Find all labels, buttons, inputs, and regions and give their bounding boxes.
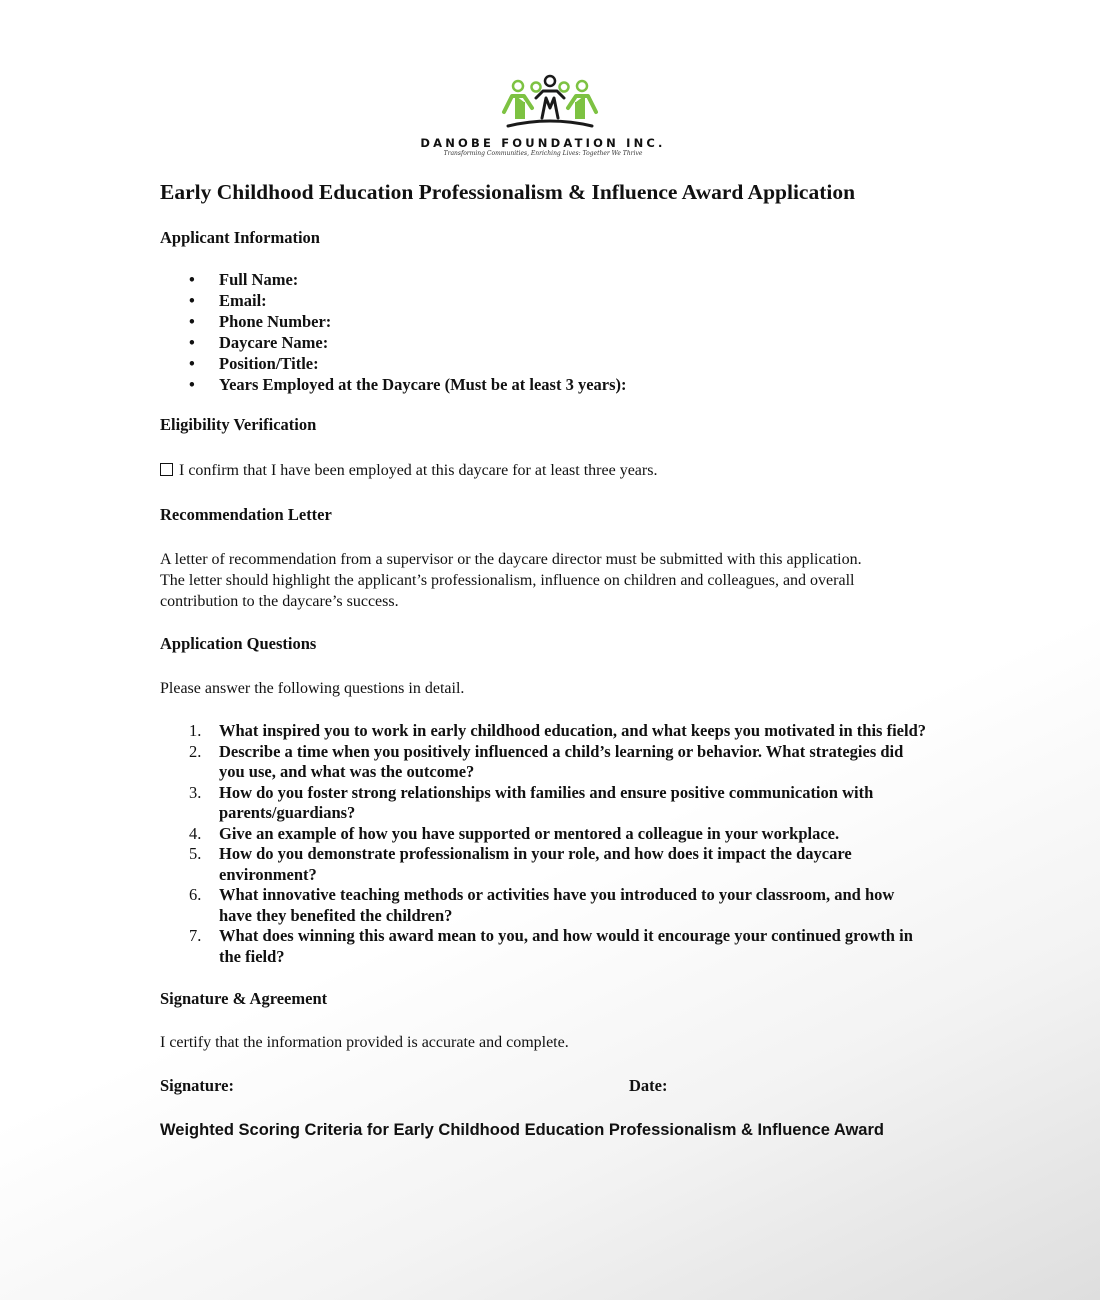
field-label: Position/Title: [219, 354, 319, 373]
eligibility-heading: Eligibility Verification [160, 415, 317, 434]
question-item [160, 844, 940, 885]
question-number: 3. [189, 782, 202, 802]
question-text: What inspired you to work in early childhood education, and what keeps you motivated in this field? [219, 721, 927, 740]
people-figures-logo-icon [490, 74, 610, 134]
eligibility-checkbox-label: I confirm that I have been employed at this daycare for at least three years. [179, 462, 658, 479]
field-phone[interactable] [160, 311, 940, 332]
bullet-icon: • [189, 312, 195, 331]
question-number: 2. [189, 741, 202, 761]
field-email[interactable] [160, 290, 940, 311]
field-label: Email: [219, 291, 267, 310]
recommendation-heading: Recommendation Letter [160, 505, 332, 524]
question-number: 6. [189, 885, 202, 904]
applicant-info-heading: Applicant Information [160, 228, 320, 247]
foundation-tagline: Transforming Communities, Enriching Lives: Together We Thrive [443, 150, 643, 157]
question-item [160, 783, 940, 824]
eligibility-confirmation [160, 460, 940, 481]
foundation-name: DANOBE FOUNDATION INC. [420, 136, 666, 150]
field-label: Daycare Name: [219, 333, 329, 352]
recommendation-text: A letter of recommendation from a supervisor or the daycare director must be submitted with this application. The letter should highlight the applicant’s professionalism, influence on children and colleagues, and overall contribution to the daycare’s success. [160, 551, 862, 610]
bullet-icon: • [189, 354, 195, 373]
question-item [160, 926, 940, 967]
field-position[interactable] [160, 353, 940, 374]
question-item [160, 824, 940, 845]
bullet-icon: • [189, 270, 195, 289]
document-body [160, 178, 940, 1141]
bullet-icon: • [189, 333, 195, 352]
field-full-name[interactable] [160, 269, 940, 290]
signature-heading: Signature & Agreement [160, 989, 328, 1008]
question-text: What does winning this award mean to you, and how would it encourage your continued growth in the field? [219, 926, 913, 966]
question-text: Describe a time when you positively influenced a child’s learning or behavior. What strategies did you use, and what was the outcome? [219, 741, 904, 781]
scoring-criteria-heading: Weighted Scoring Criteria for Early Childhood Education Professionalism & Influence Award [160, 1121, 884, 1139]
signature-field[interactable]: Signature: [160, 1076, 234, 1095]
questions-heading: Application Questions [160, 634, 317, 653]
bullet-icon: • [189, 291, 195, 310]
question-item [160, 742, 940, 783]
page-title: Early Childhood Education Professionalism & Influence Award Application [160, 180, 856, 204]
field-daycare-name[interactable] [160, 332, 940, 353]
foundation-logo [0, 74, 1100, 157]
question-text: How do you foster strong relationships with families and ensure positive communication with parents/guardians? [219, 782, 874, 822]
question-text: How do you demonstrate professionalism in your role, and how does it impact the daycare environment? [219, 844, 852, 884]
question-number: 7. [189, 926, 202, 945]
question-item [160, 721, 940, 742]
question-item [160, 885, 940, 926]
field-label: Years Employed at the Daycare (Must be at least 3 years): [219, 375, 627, 394]
question-text: Give an example of how you have supported or mentored a colleague in your workplace. [219, 823, 840, 843]
question-text: What innovative teaching methods or activities have you introduced to your classroom, and how have they benefited the children? [219, 885, 895, 925]
applicant-fields-list [160, 269, 940, 395]
question-number: 5. [189, 844, 202, 863]
questions-list [160, 721, 940, 967]
field-years-employed[interactable] [160, 374, 940, 395]
signature-date-row [160, 1075, 940, 1097]
field-label: Full Name: [219, 270, 299, 289]
certification-statement: I certify that the information provided is accurate and complete. [160, 1034, 569, 1051]
question-number: 4. [189, 823, 202, 843]
questions-intro: Please answer the following questions in detail. [160, 680, 465, 697]
eligibility-checkbox[interactable] [160, 463, 173, 476]
question-number: 1. [189, 721, 202, 740]
bullet-icon: • [189, 375, 195, 394]
date-field[interactable]: Date: [629, 1076, 668, 1095]
field-label: Phone Number: [219, 312, 332, 331]
